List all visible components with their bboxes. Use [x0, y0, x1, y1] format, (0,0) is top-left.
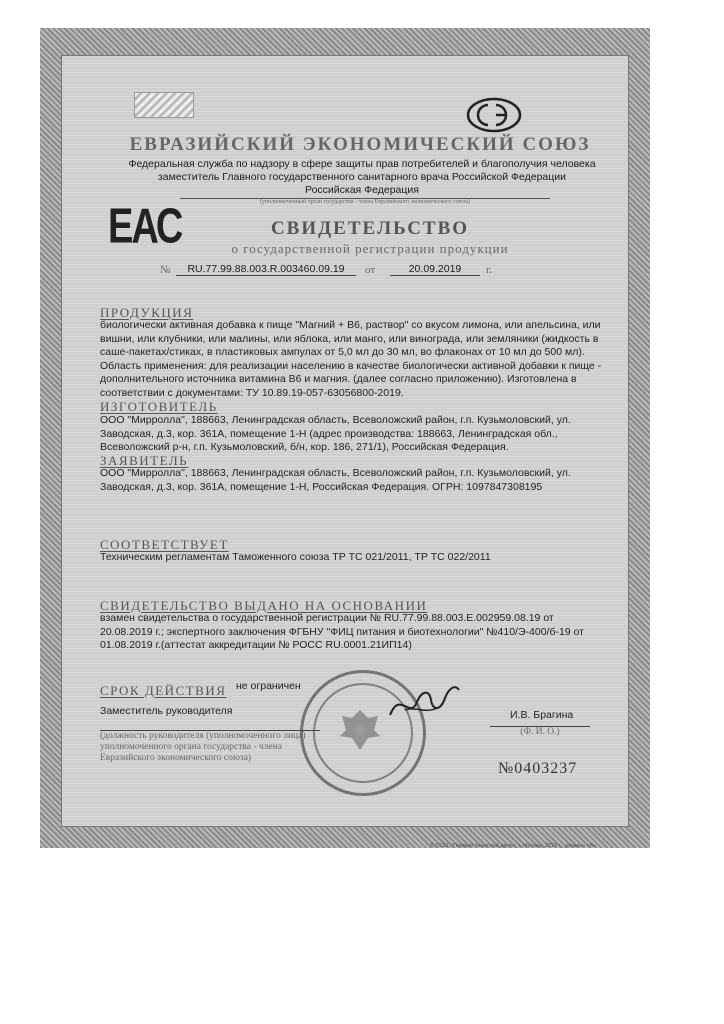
eac-logo-icon: ЕАС	[108, 199, 182, 255]
se-logo-icon	[466, 97, 522, 133]
number-label: №	[160, 264, 171, 276]
applicant-text: ООО "Мирролла", 188663, Ленинградская область, Всеволожский район, г.п. Кузьмоловский, ул. Заводская, д.3, кор. 361А, помещение 1-Н, Российская Федерация. ОГРН: 1097847308195	[100, 467, 571, 493]
eagle-emblem-icon	[338, 706, 382, 754]
manufacturer-heading: ИЗГОТОВИТЕЛЬ	[100, 399, 218, 414]
conforms-text: Техническим регламентам Таможенного союза ТР ТС 021/2011, ТР ТС 022/2011	[100, 551, 491, 563]
conforms-heading: СООТВЕТСТВУЕТ	[100, 537, 229, 552]
certificate-date: 20.09.2019	[390, 263, 480, 276]
position-caption: (должность руководителя (уполномоченного лица) уполномоченного органа государства - члена Евразийского экономического союза)	[100, 730, 320, 764]
signatory-name: И.В. Брагина	[510, 709, 574, 721]
signatory-position: Заместитель руководителя	[100, 705, 233, 717]
name-caption: (Ф. И. О.)	[490, 726, 590, 737]
agency-caption: (уполномоченный орган государства - члена Евразийского экономического союза)	[180, 198, 550, 205]
handwritten-signature-icon	[385, 680, 465, 730]
product-text: биологически активная добавка к пище "Магний + В6, раствор" со вкусом лимона, или апельсина, или вишни, или клубники, или малины, или яблока, или манго, или винограда, или земляники (жидкость в саше-пакетах/стиках, в пластиковых ампулах от 5,0 мл до 30 мл, во флаконах от 10 мл до 500 мл). Область применения: для реализации населению в качестве биологически активной добавки к пище - дополнительного источника витамина В6 и магния. (далее согласно приложению). Изготовлена в соответствии с документами: ТУ 10.89.19-057-63056800-2019.	[100, 319, 602, 399]
date-from-label: от	[365, 264, 376, 276]
certificate-title: СВИДЕТЕЛЬСТВО	[270, 218, 470, 239]
agency-line-2: заместитель Главного государственного санитарного врача Российской Федерации	[157, 171, 567, 183]
validity-heading: СРОК ДЕЙСТВИЯ	[100, 683, 227, 698]
product-heading: ПРОДУКЦИЯ	[100, 305, 194, 320]
applicant-heading: ЗАЯВИТЕЛЬ	[100, 453, 189, 468]
manufacturer-text: ООО "Мирролла", 188663, Ленинградская область, Всеволожский район, г.п. Кузьмоловский, ул. Заводская, д.3, кор. 361А, помещение 1-Н (адрес производства: 188663, Ленинградская обл., Всеволожский р-н, г.п. Кузьмоловский, б/н, кор. 186, 271/1), Российская Федерация.	[100, 414, 571, 453]
certificate-number: RU.77.99.88.003.R.003460.09.19	[176, 263, 356, 276]
union-title: ЕВРАЗИЙСКИЙ ЭКОНОМИЧЕСКИЙ СОЮЗ	[129, 134, 591, 155]
hologram-patch	[134, 92, 194, 118]
agency-line-1: Федеральная служба по надзору в сфере защиты прав потребителей и благополучия человека	[128, 158, 596, 170]
form-number: №0403237	[498, 760, 578, 777]
printer-note: © ООО «Первый печатный двор», г. Москва, 2019 г., уровень «В».	[430, 843, 598, 849]
agency-line-3: Российская Федерация	[305, 184, 419, 196]
year-suffix: г.	[486, 264, 493, 276]
basis-text: взамен свидетельства о государственной регистрации № RU.77.99.88.003.E.002959.08.19 от 20.08.2019 г.; экспертного заключения ФГБНУ "ФИЦ питания и биотехнологии" №410/Э-400/б-19 от 01.08.2019 г.(аттестат аккредитации № РОСС RU.0001.21ИП14)	[100, 612, 584, 651]
certificate-subtitle: о государственной регистрации продукции	[231, 241, 509, 256]
validity-value: не ограничен	[236, 680, 301, 692]
basis-heading: СВИДЕТЕЛЬСТВО ВЫДАНО НА ОСНОВАНИИ	[100, 598, 428, 613]
